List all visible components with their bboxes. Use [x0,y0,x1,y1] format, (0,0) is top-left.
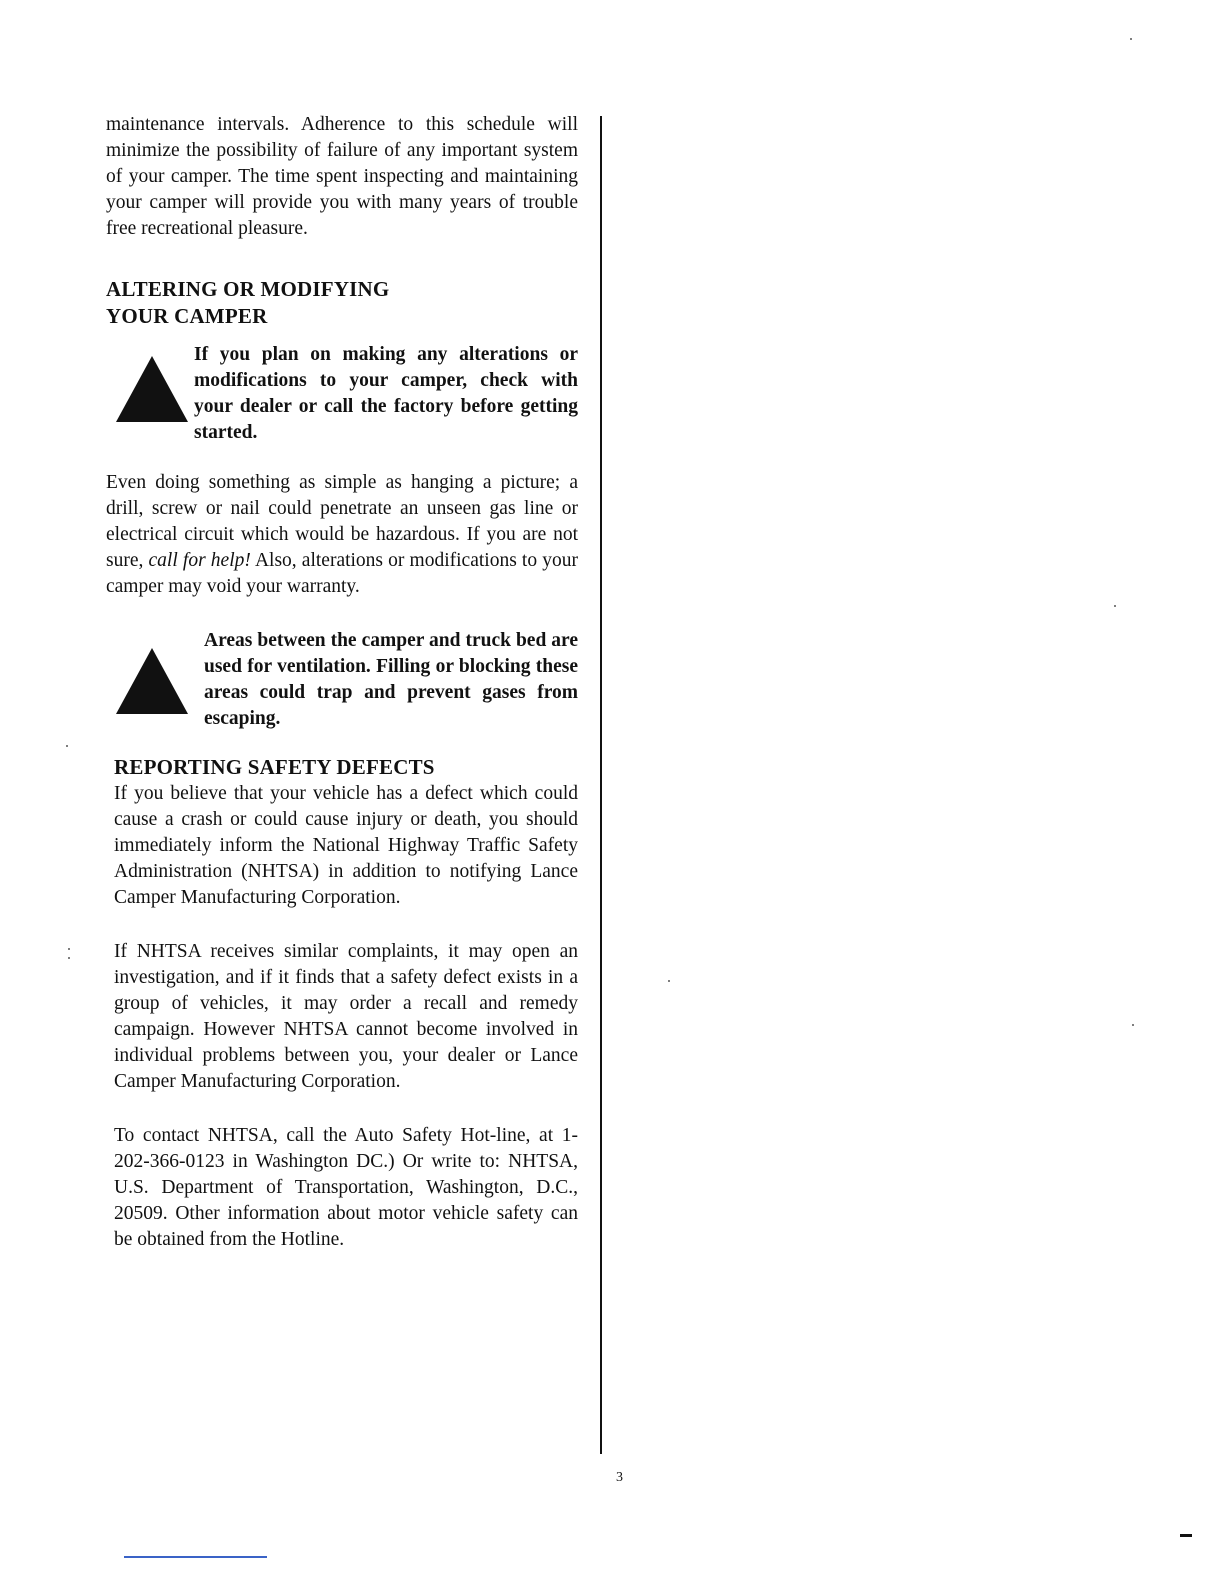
warning-block-ventilation [106,628,578,734]
altering-heading-line1: ALTERING OR MODIFYING [106,277,390,301]
call-for-help-emphasis: call for help! [148,550,251,571]
page-number: 3 [616,1470,623,1485]
hazard-text-end: Also, alterations or modifications to your camper may void your warranty. [106,550,578,597]
corner-dash [1180,1534,1192,1537]
scan-speck [68,957,70,959]
scan-speck [68,948,70,950]
scan-speck [668,980,670,982]
reporting-paragraph-2: If NHTSA receives similar complaints, it may open an investigation, and if it finds that a safety defect exists in a group of vehicles, it may order a recall and remedy campaign. However NHTSA cannot become involved in individual problems between you, your dealer or Lance Camper Manufacturing Corporation. [114,941,578,1092]
hazard-paragraph [106,470,578,600]
scan-speck [66,745,68,747]
altering-heading [106,276,578,330]
scan-speck [1114,605,1116,607]
warning-text-ventilation: Areas between the camper and truck bed are used for ventilation. Filling or blocking these areas could trap and prevent gases from escaping. [204,630,578,729]
blue-rule [124,1556,267,1558]
reporting-heading: REPORTING SAFETY DEFECTS [114,755,435,779]
warning-triangle-icon [116,648,188,714]
warning-triangle-icon [116,356,188,422]
column-divider-line [600,116,602,1454]
reporting-paragraph-1: If you believe that your vehicle has a defect which could cause a crash or could cause injury or death, you should immediately inform the National Highway Traffic Safety Administration (NHTSA) in addition to notifying Lance Camper Manufacturing Corporation. [114,783,578,908]
warning-block-alterations [106,342,578,448]
altering-heading-line2: YOUR CAMPER [106,304,268,328]
scan-speck [1130,38,1132,40]
warning-text-alterations: If you plan on making any alterations or modifications to your camper, check with your dealer or call the factory before getting started. [194,344,578,443]
text-column [106,112,578,1253]
intro-paragraph: maintenance intervals. Adherence to this schedule will minimize the possibility of failure of any important system of your camper. The time spent inspecting and maintaining your camper will provide you with many years of trouble free recreational pleasure. [106,114,578,239]
scan-speck [1132,1024,1134,1026]
hazard-text-start: Even doing something as simple as hanging a picture; a drill, screw or nail could penetrate an unseen gas line or electrical circuit which would be hazardous. If you are not sure, [106,472,578,571]
reporting-paragraph-3: To contact NHTSA, call the Auto Safety Hot-line, at 1-202-366-0123 in Washington DC.) Or write to: NHTSA, U.S. Department of Transportation, Washington, D.C., 20509. Other information about motor vehicle safety can be obtained from the Hotline. [114,1125,578,1250]
